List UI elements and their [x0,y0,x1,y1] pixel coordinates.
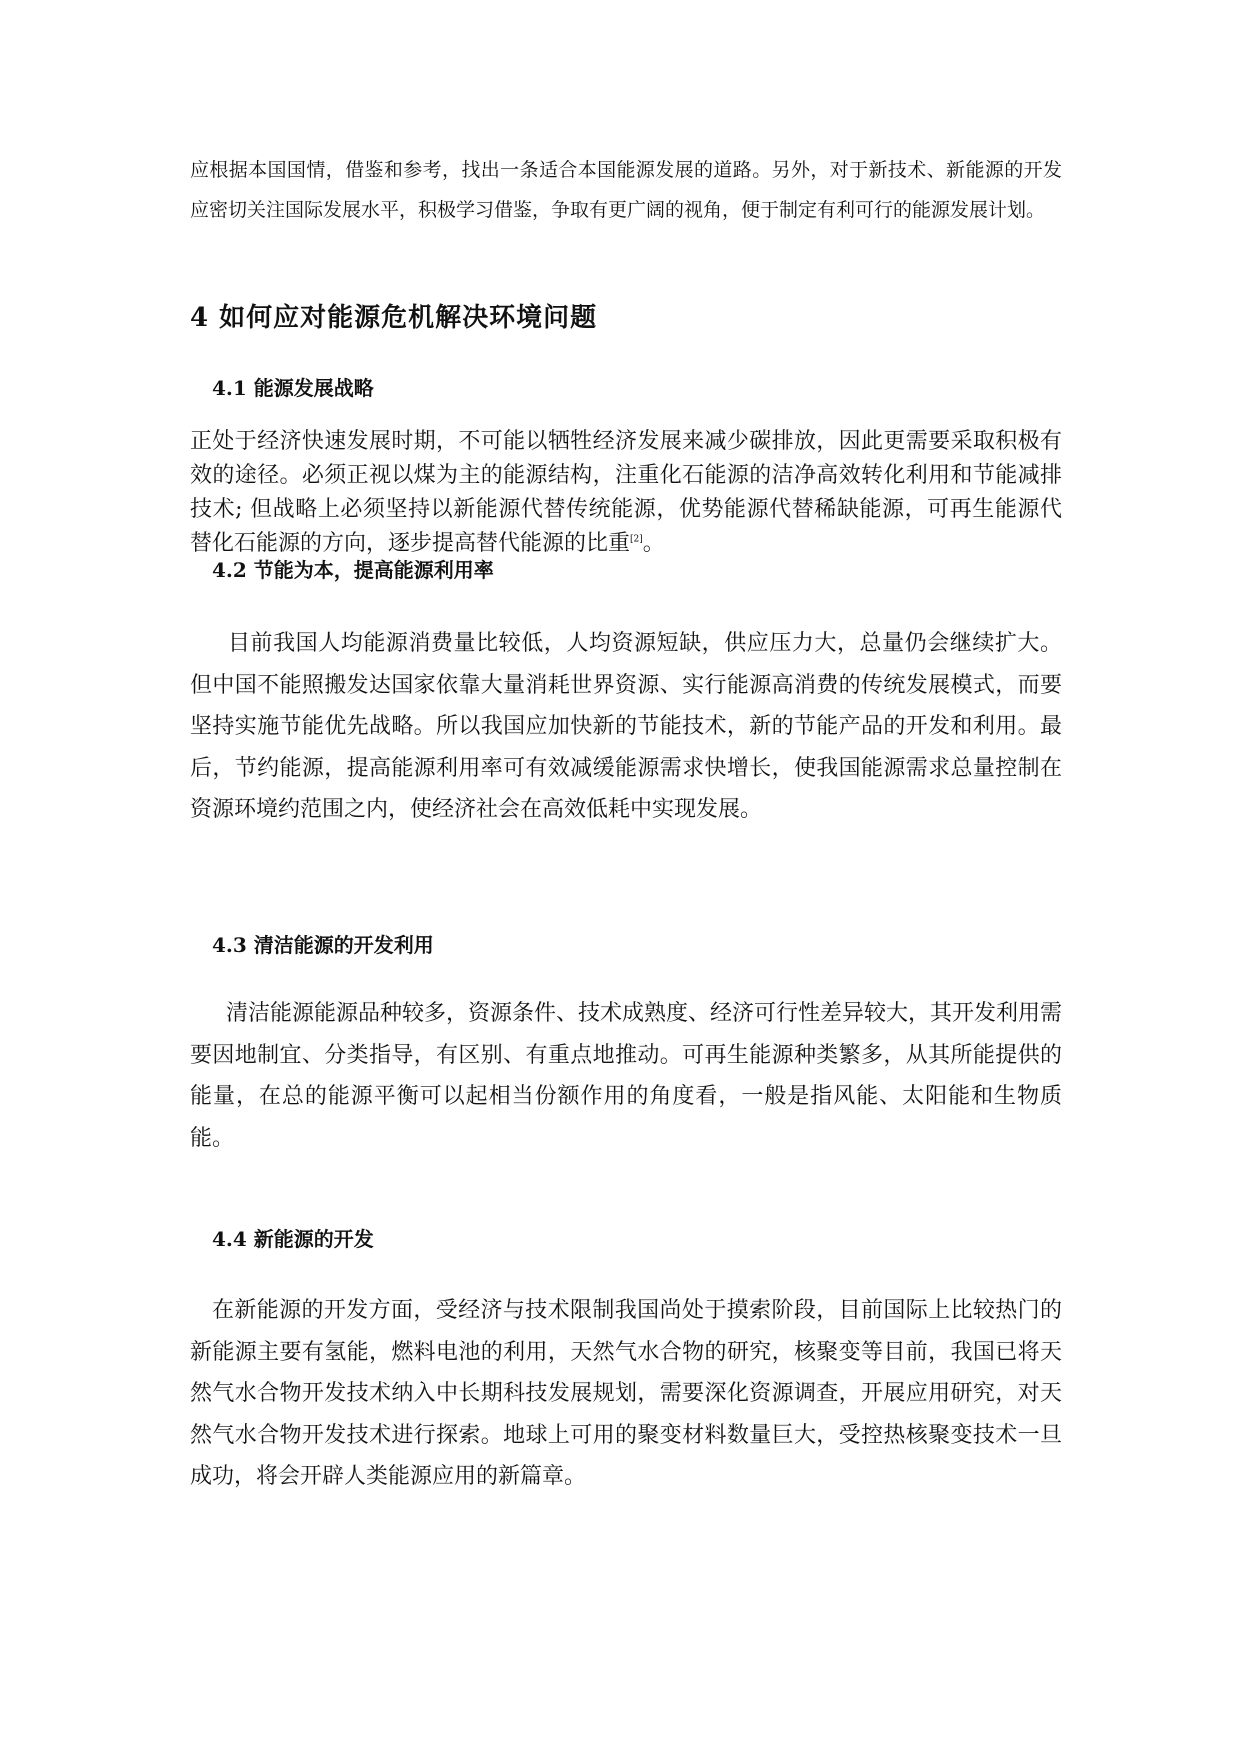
section-4-4-paragraph: 在新能源的开发方面，受经济与技术限制我国尚处于摸索阶段，目前国际上比较热门的新能源主要有氢能，燃料电池的利用，天然气水合物的研究，核聚变等目前，我国已将天然气水合物开发技术纳入中长期科技发展规划，需要深化资源调查，开展应用研究，对天然气水合物开发技术进行探索。地球上可用的聚变材料数量巨大，受控热核聚变技术一旦成功，将会开辟人类能源应用的新篇章。 [190,1298,1062,1489]
section-4-1-heading: 4.1 能源发展战略 [212,376,374,400]
section-4-heading: 4 如何应对能源危机解决环境问题 [190,303,598,333]
section-4-1-text: 正处于经济快速发展时期，不可能以牺牲经济发展来减少碳排放，因此更需要采取积极有效的途径。必须正视以煤为主的能源结构，注重化石能源的洁净高效转化利用和节能减排技术; 但战略上必须坚持以新能源代替传统能源，优势能源代替稀缺能源，可再生能源代替化石能源的方向，逐步提高替代能源的比重 [190,429,1062,556]
section-4-3-paragraph: 清洁能源能源品种较多，资源条件、技术成熟度、经济可行性差异较大，其开发利用需要因地制宜、分类指导，有区别、有重点地推动。可再生能源种类繁多，从其所能提供的能量，在总的能源平衡可以起相当份额作用的角度看，一般是指风能、太阳能和生物质能。 [190,1001,1063,1151]
section-4-2-paragraph: 目前我国人均能源消费量比较低，人均资源短缺，供应压力大，总量仍会继续扩大。但中国不能照搬发达国家依靠大量消耗世界资源、实行能源高消费的传统发展模式，而要坚持实施节能优先战略。所以我国应加快新的节能技术，新的节能产品的开发和利用。最后，节约能源，提高能源利用率可有效减缓能源需求快增长，使我国能源需求总量控制在资源环境约范围之内，使经济社会在高效低耗中实现发展。 [190,631,1062,822]
section-4-1-paragraph [190,425,1062,561]
section-4-1-end: 。 [642,531,665,556]
intro-paragraph: 应根据本国国情，借鉴和参考，找出一条适合本国能源发展的道路。另外，对于新技术、新能源的开发应密切关注国际发展水平，积极学习借鉴，争取有更广阔的视角，便于制定有利可行的能源发展计划。 [190,159,1062,221]
section-4-2-heading: 4.2 节能为本，提高能源利用率 [212,558,494,582]
section-4-3-heading: 4.3 清洁能源的开发利用 [212,933,434,957]
citation-marker: [2] [630,534,643,545]
section-4-4-heading: 4.4 新能源的开发 [212,1227,374,1251]
